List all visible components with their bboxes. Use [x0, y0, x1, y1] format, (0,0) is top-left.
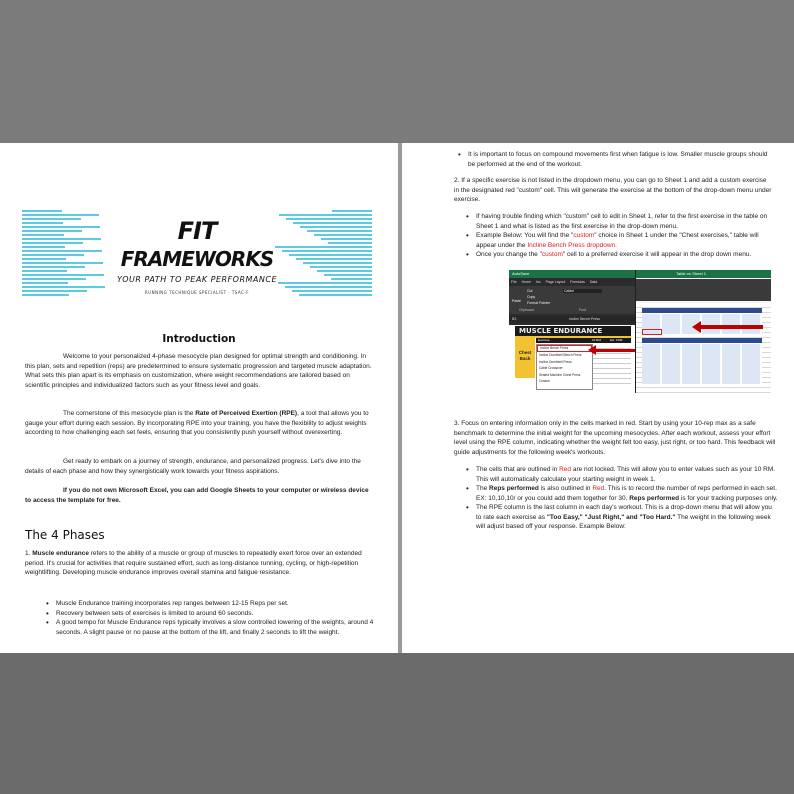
- format-painter-button[interactable]: Format Painter: [527, 301, 551, 305]
- phases-heading: The 4 Phases: [25, 528, 105, 542]
- list-item: • The RPE column is the last column in each day's workout. This is a drop-down menu that will allow you to rate each exercise as "Too Easy," "Just Right," and "Too Hard." The weight in the following week will adjust based off your response. Example Below:: [462, 503, 778, 532]
- phase1-paragraph: 1. Muscle endurance refers to the ability of a muscle or group of muscles to repeatedly exert force over an extended period. It's crucial for activities that require sustained effort, such as long-distance running, cycling, or high-repetition weightlifting. Developing muscle endurance improves overall stamina and fatigue resistance.: [25, 550, 362, 576]
- ribbon: [509, 286, 635, 314]
- autosave-label: AutoSave: [512, 271, 530, 276]
- excel-window-sheet1: [636, 270, 771, 393]
- excel-window-main: [509, 270, 635, 393]
- dropdown-option[interactable]: Incline Dumbbell Press: [539, 359, 572, 364]
- google-sheets-note: If you do not own Microsoft Excel, you can add Google Sheets to your computer or wireless device to access the template for free.: [25, 487, 369, 504]
- exercise-dropdown-menu[interactable]: [536, 344, 593, 390]
- menu-insert[interactable]: Ins: [535, 280, 541, 284]
- clipboard-group-label: Clipboard: [519, 308, 534, 312]
- instruction-3-bullets: [462, 465, 778, 532]
- menu-formulas[interactable]: Formulas: [570, 280, 585, 284]
- menu-data[interactable]: Data: [589, 280, 598, 284]
- copy-button[interactable]: Copy: [527, 295, 536, 299]
- right-page: [402, 143, 794, 653]
- phase1-bullet-list: [42, 599, 376, 637]
- red-arrow-left-head: [588, 345, 596, 355]
- cell-reference[interactable]: B3: [512, 317, 517, 321]
- muscle-endurance-banner: MUSCLE ENDURANCE: [515, 326, 631, 338]
- dropdown-option[interactable]: Incline Dumbbell Bench Press: [539, 353, 582, 357]
- rpe-term: Rate of Perceived Exertion (RPE): [195, 410, 298, 417]
- sheet1-title: Table on Sheet 1: [676, 271, 707, 276]
- dropdown-option[interactable]: Cable Crossover: [539, 366, 563, 371]
- top-background: [0, 0, 794, 143]
- list-item: • If having trouble finding which "custom" cell to edit in Sheet 1, refer to the first exercise in the table on Sheet 1 and what is listed as the first exercise in the drop-down menu.: [462, 212, 774, 231]
- instruction-2-bullets: [462, 212, 774, 260]
- list-item: • Example Below: You will find the "custom" choice in Sheet 1 under the "Chest exercises," table will appear under the Incline Bench Press dropdown.: [462, 231, 774, 250]
- list-item: • Once you change the "custom" cell to a preferred exercise it will appear in the drop down menu.: [462, 250, 774, 260]
- menu-page-layout[interactable]: Page Layout: [545, 280, 566, 284]
- intro-paragraph-2: The cornerstone of this mesocycle plan is the Rate of Perceived Exertion (RPE), a tool that allows you to gauge your effort during each session. By incorporating RPE into your training, you have the flexibility to adjust weights according to how challenging each set feels, ensuring that you consistently push yourself without overexerting.: [25, 410, 369, 436]
- formula-input[interactable]: Incline Bench Press: [569, 317, 600, 321]
- sheet1-header-strip: [642, 308, 762, 313]
- red-arrow-left: [595, 349, 635, 352]
- bottom-background: [0, 653, 794, 794]
- sheet1-table-block-2: [642, 344, 762, 384]
- sheet1-header-strip-2: [642, 338, 762, 343]
- menu-home[interactable]: Home: [521, 280, 531, 284]
- list-item: • Recovery between sets of exercises is limited to around 60 seconds.: [42, 609, 376, 619]
- menu-file[interactable]: File: [511, 280, 517, 284]
- chest-back-label: Chest Back: [515, 338, 535, 378]
- font-name-select[interactable]: Calibri: [563, 289, 602, 293]
- left-page: [0, 143, 398, 653]
- fit-frameworks-logo: [22, 205, 372, 310]
- list-item: • The Reps performed is also outlined in Red. This is to record the number of reps performed in each set. EX: 10,10,10/ or you could add them together for 30. Reps performed is for your tracking purposes only.: [462, 484, 778, 503]
- red-arrow-right-head: [692, 321, 701, 333]
- logo-credentials: RUNNING TECHNIQUE SPECIALIST · TSAC-F: [144, 290, 250, 295]
- list-item: • Muscle Endurance training incorporates rep ranges between 12-15 Reps per set.: [42, 599, 376, 609]
- cut-button[interactable]: Cut: [527, 289, 533, 293]
- list-item: • A good tempo for Muscle Endurance reps typically involves a slow controlled lowering of the weights, around 4 seconds. A slight pause or no pause at the bottom of the lift, and finally 2 seconds to lift the weight.: [42, 618, 376, 637]
- excel-screenshot: [509, 270, 771, 393]
- logo-title-line1: FIT: [177, 217, 217, 245]
- paste-button[interactable]: Paste: [512, 299, 521, 303]
- dropdown-option[interactable]: Incline Bench Press: [537, 345, 592, 352]
- dropdown-option[interactable]: Seated Machine Chest Press: [539, 372, 581, 377]
- phase1-term: Muscle endurance: [32, 550, 89, 557]
- instruction-2: 2. If a specific exercise is not listed in the dropdown menu, you can go to Sheet 1 and add a custom exercise in the designated red "custom" cell. This will generate the exercise at the bottom of the drop-down menu under exercise.: [454, 177, 772, 203]
- custom-cell-highlight: [642, 329, 662, 335]
- red-arrow-right: [699, 325, 763, 329]
- logo-title-line2: FRAMEWORKS: [120, 247, 274, 271]
- font-group-label: Font: [579, 308, 587, 312]
- sheet1-ribbon: [636, 279, 771, 301]
- logo-tagline: YOUR PATH TO PEAK PERFORMANCE: [116, 275, 278, 284]
- header-row: Exercise 10 RM Est. 1RM: [536, 338, 631, 343]
- list-item: • It is important to focus on compound movements first when fatigue is low. Smaller muscle groups should be performed at the end of the workout.: [454, 150, 772, 169]
- excel-menu: [511, 280, 597, 284]
- top-bullet-list: [454, 150, 772, 169]
- intro-heading: Introduction: [162, 333, 236, 345]
- list-item: • The cells that are outlined in Red are not locked. This will allow you to enter values such as your 10 RM. This will automatically calculate your starting weight in week 1.: [462, 465, 778, 484]
- intro-paragraph-1: Welcome to your personalized 4-phase mesocycle plan designed for optimal strength and conditioning. In this plan, sets and repetition (reps) are predetermined to ensure systematic progression and targeted muscle adaptation. What sets this plan apart is its emphasis on customization, where weight recommendations are tailored based on scientific principles and individualized factors such as your fitness level and goals.: [25, 353, 372, 389]
- instruction-3: 3. Focus on entering information only in the cells marked in red. Start by using your 10-rep max as a safe benchmark to determine the initial weight for the upcoming mesocycles. After each workout, assess your effort level using the RPE column, indicating whether the weight felt too easy, just right, or too hard. This feedback will guide adjustments for the following week's workouts.: [454, 420, 776, 456]
- dropdown-option-custom[interactable]: Custom: [539, 379, 550, 384]
- formula-bar: [509, 316, 635, 323]
- intro-paragraph-3: Get ready to embark on a journey of strength, endurance, and personalized progress. Let's dive into the details of each phase and how they synergistically work towards your fitness aspirations.: [25, 458, 361, 475]
